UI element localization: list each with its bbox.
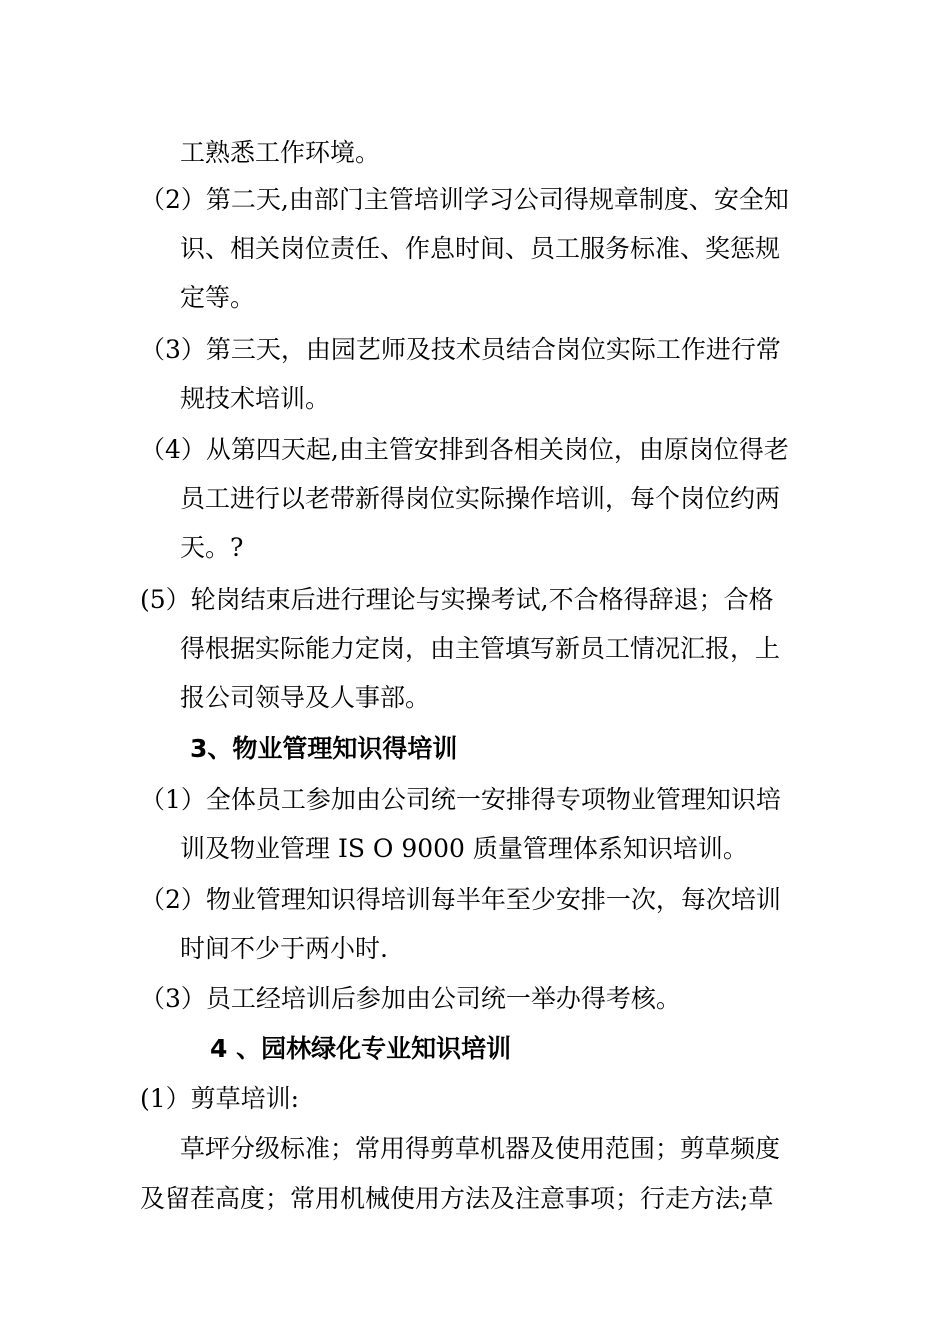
list-item-day-4: （4）从第四天起,由主管安排到各相关岗位，由原岗位得老 xyxy=(140,435,789,464)
text-line: 规技术培训。 xyxy=(180,384,331,413)
text-line: 工熟悉工作环境。 xyxy=(180,138,381,167)
list-item-2: （2）物业管理知识得培训每半年至少安排一次，每次培训 xyxy=(140,885,781,914)
text-line: 报公司领导及人事部。 xyxy=(180,683,431,712)
list-item-3: （3）员工经培训后参加由公司统一举办得考核。 xyxy=(140,984,681,1013)
list-item-day-2: （2）第二天,由部门主管培训学习公司得规章制度、安全知 xyxy=(140,185,789,214)
text-line: 得根据实际能力定岗，由主管填写新员工情况汇报，上 xyxy=(180,634,781,663)
list-item-day-3: （3）第三天，由园艺师及技术员结合岗位实际工作进行常 xyxy=(140,335,781,364)
text-line: 草坪分级标准；常用得剪草机器及使用范围；剪草频度 xyxy=(180,1134,781,1163)
text-line: 定等。 xyxy=(180,283,256,312)
text-line: 天。? xyxy=(180,533,244,562)
text-line: 员工进行以老带新得岗位实际操作培训，每个岗位约两 xyxy=(180,484,781,513)
text-line: 及留茬高度；常用机械使用方法及注意事项；行走方法;草 xyxy=(140,1184,774,1213)
section-heading-4: 4 、园林绿化专业知识培训 xyxy=(210,1034,512,1063)
list-item-5: (5）轮岗结束后进行理论与实操考试,不合格得辞退；合格 xyxy=(140,585,774,614)
list-item-mowing: (1）剪草培训: xyxy=(140,1084,300,1113)
section-heading-3: 3、物业管理知识得培训 xyxy=(190,734,458,763)
list-item-1: （1）全体员工参加由公司统一安排得专项物业管理知识培 xyxy=(140,785,781,814)
text-line: 训及物业管理 IS O 9000 质量管理体系知识培训。 xyxy=(180,834,748,863)
text-line: 时间不少于两小时. xyxy=(180,934,388,963)
text-line: 识、相关岗位责任、作息时间、员工服务标准、奖惩规 xyxy=(180,234,781,263)
